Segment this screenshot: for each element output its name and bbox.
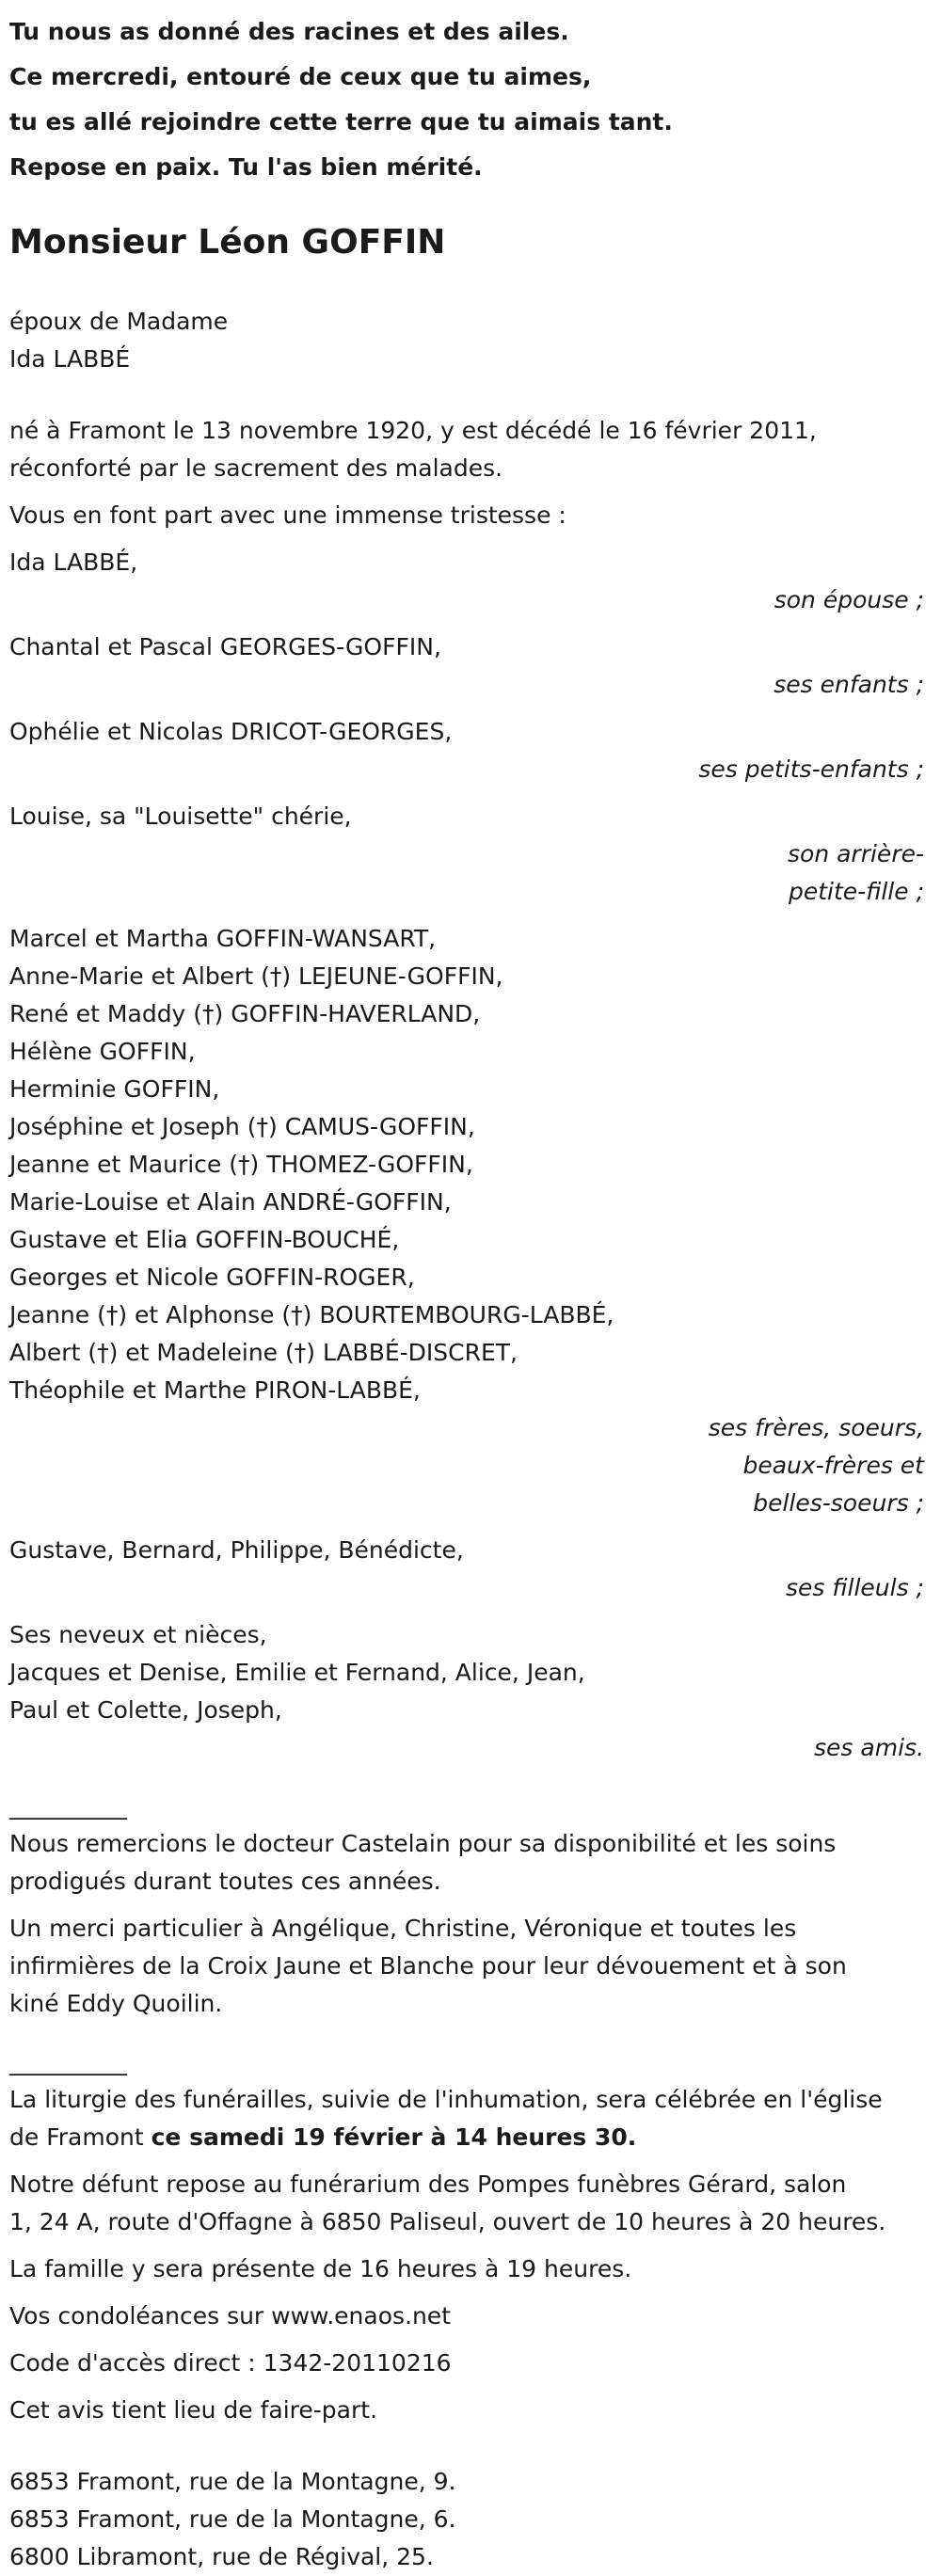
- family-name: Jacques et Denise, Emilie et Fernand, Alice, Jean,: [9, 1659, 585, 1686]
- announce: Vous en font part avec une immense tristesse :: [9, 501, 566, 529]
- thanks-line: Un merci particulier à Angélique, Christine, Véronique et toutes les: [9, 1915, 797, 1942]
- separator-rule: __________: [9, 1792, 127, 1820]
- family-relation: belles-soeurs ;: [753, 1489, 924, 1517]
- list-item: Marie-Louise et Alain ANDRÉ-GOFFIN,: [9, 1188, 452, 1216]
- list-item: Hélène GOFFIN,: [9, 1038, 196, 1065]
- family-relation: ses enfants ;: [774, 671, 924, 698]
- separator-rule: __________: [9, 2048, 127, 2075]
- siblings-list: [9, 920, 932, 1409]
- family-relation: petite-fille ;: [789, 878, 924, 905]
- birth-line: réconforté par le sacrement des malades.: [9, 454, 503, 482]
- family-relation: ses filleuls ;: [786, 1574, 924, 1601]
- intro-line: Tu nous as donné des racines et des ailes.: [9, 18, 569, 45]
- condolences: Vos condoléances sur www.enaos.net: [9, 2302, 451, 2330]
- family-name: Ophélie et Nicolas DRICOT-GEORGES,: [9, 718, 453, 745]
- thanks-line: Nous remercions le docteur Castelain pour sa disponibilité et les soins: [9, 1830, 837, 1857]
- list-item: Herminie GOFFIN,: [9, 1075, 220, 1103]
- list-item: René et Maddy (†) GOFFIN-HAVERLAND,: [9, 1000, 481, 1027]
- list-item: Gustave et Elia GOFFIN-BOUCHÉ,: [9, 1226, 400, 1253]
- family-relation: ses petits-enfants ;: [698, 755, 924, 783]
- family-relation: ses frères, soeurs,: [708, 1414, 924, 1441]
- funeral-date: ce samedi 19 février à 14 heures 30.: [151, 2123, 637, 2151]
- access-code: Code d'accès direct : 1342-20110216: [9, 2349, 452, 2377]
- family-name: Louise, sa "Louisette" chérie,: [9, 803, 352, 830]
- address-line: 6853 Framont, rue de la Montagne, 9.: [9, 2468, 456, 2495]
- deceased-name: Monsieur Léon GOFFIN: [9, 223, 446, 262]
- list-item: Jeanne et Maurice (†) THOMEZ-GOFFIN,: [9, 1151, 473, 1178]
- list-item: Albert (†) et Madeleine (†) LABBÉ-DISCRET,: [9, 1339, 518, 1366]
- list-item: Joséphine et Joseph (†) CAMUS-GOFFIN,: [9, 1113, 475, 1140]
- family-relation: ses amis.: [814, 1734, 924, 1761]
- family-name: Paul et Colette, Joseph,: [9, 1696, 282, 1724]
- birth-line: né à Framont le 13 novembre 1920, y est décédé le 16 février 2011,: [9, 417, 817, 444]
- address-line: 6853 Framont, rue de la Montagne, 6.: [9, 2505, 456, 2533]
- intro-verse: [9, 0, 932, 190]
- list-item: Marcel et Martha GOFFIN-WANSART,: [9, 925, 437, 952]
- family-relation: son épouse ;: [774, 586, 924, 613]
- spouse-name: Ida LABBÉ: [9, 345, 131, 373]
- list-item: Georges et Nicole GOFFIN-ROGER,: [9, 1264, 415, 1291]
- thanks-line: prodigués durant toutes ces années.: [9, 1868, 441, 1895]
- intro-line: Ce mercredi, entouré de ceux que tu aimes,: [9, 63, 592, 90]
- addresses: [9, 2463, 932, 2576]
- family-name: Ida LABBÉ,: [9, 549, 138, 576]
- funeral-line: de Framont ce samedi 19 février à 14 heures 30.: [9, 2123, 637, 2151]
- list-item: Anne-Marie et Albert (†) LEJEUNE-GOFFIN,: [9, 962, 503, 990]
- thanks-line: kiné Eddy Quoilin.: [9, 1990, 223, 2017]
- family-present: La famille y sera présente de 16 heures à 19 heures.: [9, 2255, 632, 2282]
- family-relation: beaux-frères et: [742, 1452, 924, 1479]
- family-name: Chantal et Pascal GEORGES-GOFFIN,: [9, 633, 441, 660]
- list-item: Jeanne (†) et Alphonse (†) BOURTEMBOURG-LABBÉ,: [9, 1301, 614, 1328]
- family-relation: son arrière-: [788, 840, 924, 867]
- funeral-line: La liturgie des funérailles, suivie de l'inhumation, sera célébrée en l'église: [9, 2086, 883, 2113]
- rest-line: Notre défunt repose au funérarium des Pompes funèbres Gérard, salon: [9, 2171, 847, 2198]
- intro-line: tu es allé rejoindre cette terre que tu aimais tant.: [9, 108, 673, 135]
- family-name: Gustave, Bernard, Philippe, Bénédicte,: [9, 1536, 464, 1564]
- thanks-line: infirmières de la Croix Jaune et Blanche pour leur dévouement et à son: [9, 1952, 847, 1980]
- intro-line: Repose en paix. Tu l'as bien mérité.: [9, 153, 483, 181]
- spouse-line: époux de Madame: [9, 308, 229, 335]
- notice: Cet avis tient lieu de faire-part.: [9, 2396, 378, 2424]
- family-name: Ses neveux et nièces,: [9, 1621, 267, 1648]
- list-item: Théophile et Marthe PIRON-LABBÉ,: [9, 1376, 421, 1404]
- address-line: 6800 Libramont, rue de Régival, 25.: [9, 2543, 434, 2570]
- rest-line: 1, 24 A, route d'Offagne à 6850 Paliseul, ouvert de 10 heures à 20 heures.: [9, 2208, 886, 2235]
